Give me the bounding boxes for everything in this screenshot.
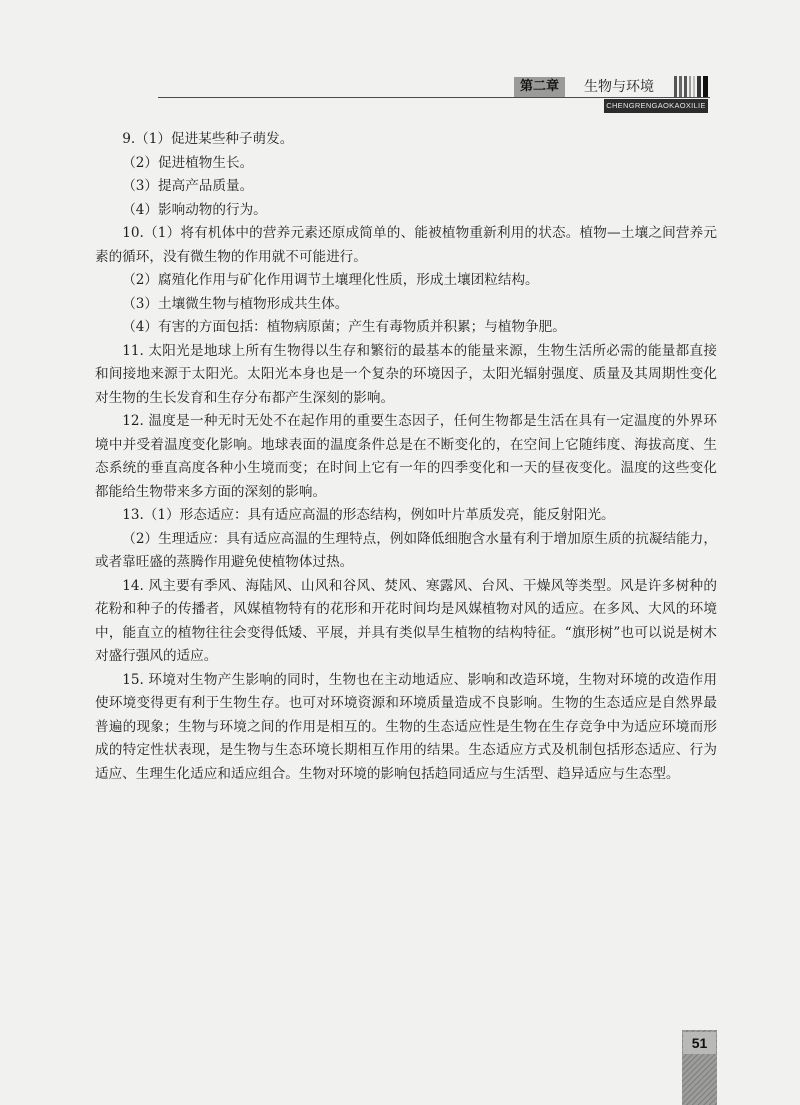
paragraph-13-2: （2）生理适应：具有适应高温的生理特点，例如降低细胞含水量有利于增加原生质的抗凝结能力，或者靠旺盛的蒸腾作用避免使植物体过热。 <box>95 530 717 570</box>
paragraph-10-1: 10.（1）将有机体中的营养元素还原成简单的、能被植物重新利用的状态。植物—土壤之间营养元素的循环，没有微生物的作用就不可能进行。 <box>95 225 717 265</box>
paragraph-11: 11. 太阳光是地球上所有生物得以生存和繁衍的最基本的能量来源，生物生活所必需的能量都直接和间接地来源于太阳光。太阳光本身也是一个复杂的环境因子，太阳光辐射强度、质量及其周期性变化对生物的生长发育和生存分布都产生深刻的影响。 <box>95 342 717 406</box>
paragraph-10-4: （4）有害的方面包括：植物病原菌；产生有毒物质并积累；与植物争肥。 <box>122 319 566 335</box>
answer-content <box>95 128 717 786</box>
paragraph-10-2: （2）腐殖化作用与矿化作用调节土壤理化性质，形成土壤团粒结构。 <box>122 272 539 288</box>
header-rule <box>158 97 710 98</box>
paragraph-14: 14. 风主要有季风、海陆风、山风和谷风、焚风、寒露风、台风、干燥风等类型。风是许多树种的花粉和种子的传播者，风媒植物特有的花形和开花时间均是风媒植物对风的适应。在多风、大风的环境中，能直立的植物往往会变得低矮、平展，并具有类似旱生植物的结构特征。“旗形树”也可以说是树木对盛行强风的适应。 <box>95 577 717 664</box>
paragraph-9-3: （3）提高产品质量。 <box>122 178 254 194</box>
paragraph-12: 12. 温度是一种无时无处不在起作用的重要生态因子，任何生物都是生活在具有一定温度的外界环境中并受着温度变化影响。地球表面的温度条件总是在不断变化的，在空间上它随纬度、海拔高度、生态系统的垂直高度各种小生境而变；在时间上它有一年的四季变化和一天的昼夜变化。温度的这些变化都能给生物带来多方面的深刻的影响。 <box>95 413 717 500</box>
paragraph-9-4: （4）影响动物的行为。 <box>122 201 267 218</box>
header-decoration-bars <box>674 76 710 97</box>
series-pinyin-banner: CHENGRENGAOKAOXILIE <box>604 99 708 113</box>
paragraph-15: 15. 环境对生物产生影响的同时，生物也在主动地适应、影响和改造环境，生物对环境的改造作用使环境变得更有利于生物生存。也可对环境资源和环境质量造成不良影响。生物的生态适应是自然界最普遍的现象；生物与环境之间的作用是相互的。生物的生态适应性是生物在生存竞争中为适应环境而形成的特定性状表现，是生物与生态环境长期相互作用的结果。生态适应方式及机制包括形态适应、行为适应、生理生化适应和适应组合。生物对环境的影响包括趋同适应与生活型、趋异适应与生态型。 <box>95 671 717 782</box>
paragraph-9-2: （2）促进植物生长。 <box>122 154 254 171</box>
page-number: 51 <box>691 1035 708 1051</box>
chapter-title: 生物与环境 <box>584 79 654 95</box>
paragraph-10-3: （3）土壤微生物与植物形成共生体。 <box>122 295 349 312</box>
paragraph-13-1: 13.（1）形态适应：具有适应高温的形态结构，例如叶片革质发亮，能反射阳光。 <box>122 507 615 523</box>
paragraph-9-1: 9.（1）促进某些种子萌发。 <box>122 131 294 147</box>
chapter-label: 第二章 <box>514 77 565 97</box>
